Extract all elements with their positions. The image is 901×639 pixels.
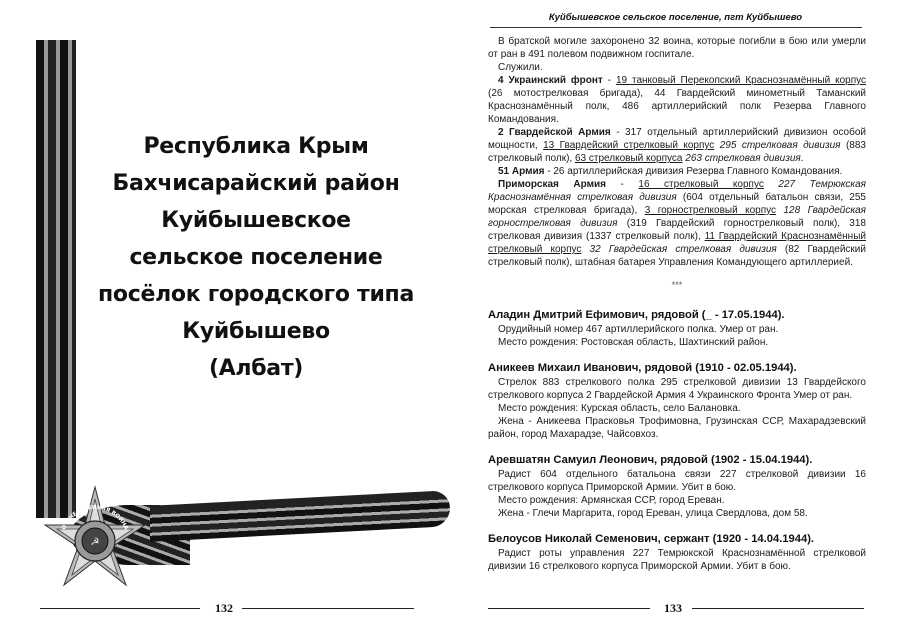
body-text [488,35,866,585]
st-george-ribbon-horizontal [150,490,450,542]
page-number-right: 133 [664,601,682,615]
entry-line: Орудийный номер 467 артиллерийского полка. Умер от ран. [498,324,779,335]
entry-name: Аникеев Михаил Иванович, рядовой (1910 - 02.05.1944). [488,362,797,374]
title-line-4: сельское поселение [129,245,383,270]
entry-line: Место рождения: Курская область, село Балановка. [498,403,741,414]
running-head-rule [490,27,862,28]
title-line-7: (Албат) [208,356,304,381]
title-line-2: Бахчисарайский район [112,171,400,196]
entry-line: Место рождения: Армянская ССР, город Ереван. [498,495,725,506]
list-item [488,532,866,573]
entry-line: Жена - Аникеева Прасковья Трофимовна, Грузинская ССР, Махарадзевский район, город Махарадзе, Чайсовхоз. [488,416,866,440]
entry-line: Жена - Глечи Маргарита, город Ереван, улица Свердлова, дом 58. [498,508,808,519]
entry-line: Место рождения: Ростовская область, Шахтинский район. [498,337,769,348]
footer-rule-left-b [242,608,414,609]
entry-name: Аладин Дмитрий Ефимович, рядовой (_ - 17.05.1944). [488,309,785,321]
intro-paragraph-6: Приморская Армия - 16 стрелковый корпус 227 Темрюкская Краснознамённая стрелковая дивизия (604 отдельный батальон связи, 255 морская стрелковая бригада), 3 горнострелковый корпус 128 Гвардейская горнострелковая дивизия (319 Гвардейский горнострелковый полк), 318 стрелковая дивизия (1337 стрелковый полк), 11 Гвардейский Краснознамённый стрелковый корпус 32 Гвардейская стрелковая дивизия (82 Гвардейский стрелковый полк), штабная батарея Управления Командующего артиллерией. [488,179,867,268]
title-line-6: Куйбышево [182,319,330,344]
intro-paragraph-4: 2 Гвардейской Армия - 317 отдельный артиллерийский дивизион особой мощности, 13 Гвардейский стрелковый корпус 295 стрелковая дивизия (883 стрелковый полк), 63 стрелковый корпуса 263 стрелковая дивизия. [488,127,866,164]
order-patriotic-war-icon [38,484,152,598]
title-block [96,128,416,387]
entry-line: Радист 604 отдельного батальона связи 227 стрелковой дивизии 16 стрелкового корпуса Приморской Армии. Убит в бою. [488,469,866,493]
svg-text:☭: ☭ [90,537,100,548]
entry-line: Стрелок 883 стрелкового полка 295 стрелковой дивизии 13 Гвардейского стрелкового корпуса 2 Гвардейской Армия 4 Украинского Фронта Умер от ран. [488,377,866,401]
title-line-3: Куйбышевское [161,208,351,233]
intro-paragraph-2: Служили. [498,62,543,73]
entry-name: Аревшатян Самуил Леонович, рядовой (1902 - 15.04.1944). [488,454,813,466]
order-emblem-text: ОТЕЧЕСТВЕННАЯ ВОЙНА [61,504,129,531]
intro-paragraph-1: В братской могиле захоронено 32 воина, которые погибли в бою или умерли от ран в 491 полевом подвижном госпитале. [488,36,866,60]
intro-paragraph-3: 4 Украинский фронт - 19 танковый Перекопский Краснознамённый корпус (26 мотострелковая бригада), 44 Гвардейский минометный Таманский Краснознамённый полк, 486 артиллерийский полк Резерва Главного Командования. [488,75,866,125]
intro-paragraph-5: 51 Армия - 26 артиллерийская дивизия Резерва Главного Командования. [498,166,843,177]
footer-rule-right-b [692,608,864,609]
footer-rule-left-a [40,608,200,609]
entry-name: Белоусов Николай Семенович, сержант (1920 - 14.04.1944). [488,533,815,545]
title-line-1: Республика Крым [143,134,369,159]
entry-line: Радист роты управления 227 Темрюкской Краснознамённой стрелковой дивизии 16 стрелкового корпуса Приморской Армии. Убит в бою. [488,548,866,572]
footer-rule-right-a [488,608,650,609]
page-number-left: 132 [215,601,233,615]
st-george-ribbon-vertical [36,40,76,518]
title-line-5: посёлок городского типа [98,282,414,307]
left-page [0,0,450,639]
list-item [488,453,866,520]
list-item [488,361,866,441]
running-head: Куйбышевское сельское поселение, пгт Куйбышево [548,12,803,23]
section-separator: *** [671,280,683,290]
right-page [450,0,901,639]
list-item [488,308,866,349]
